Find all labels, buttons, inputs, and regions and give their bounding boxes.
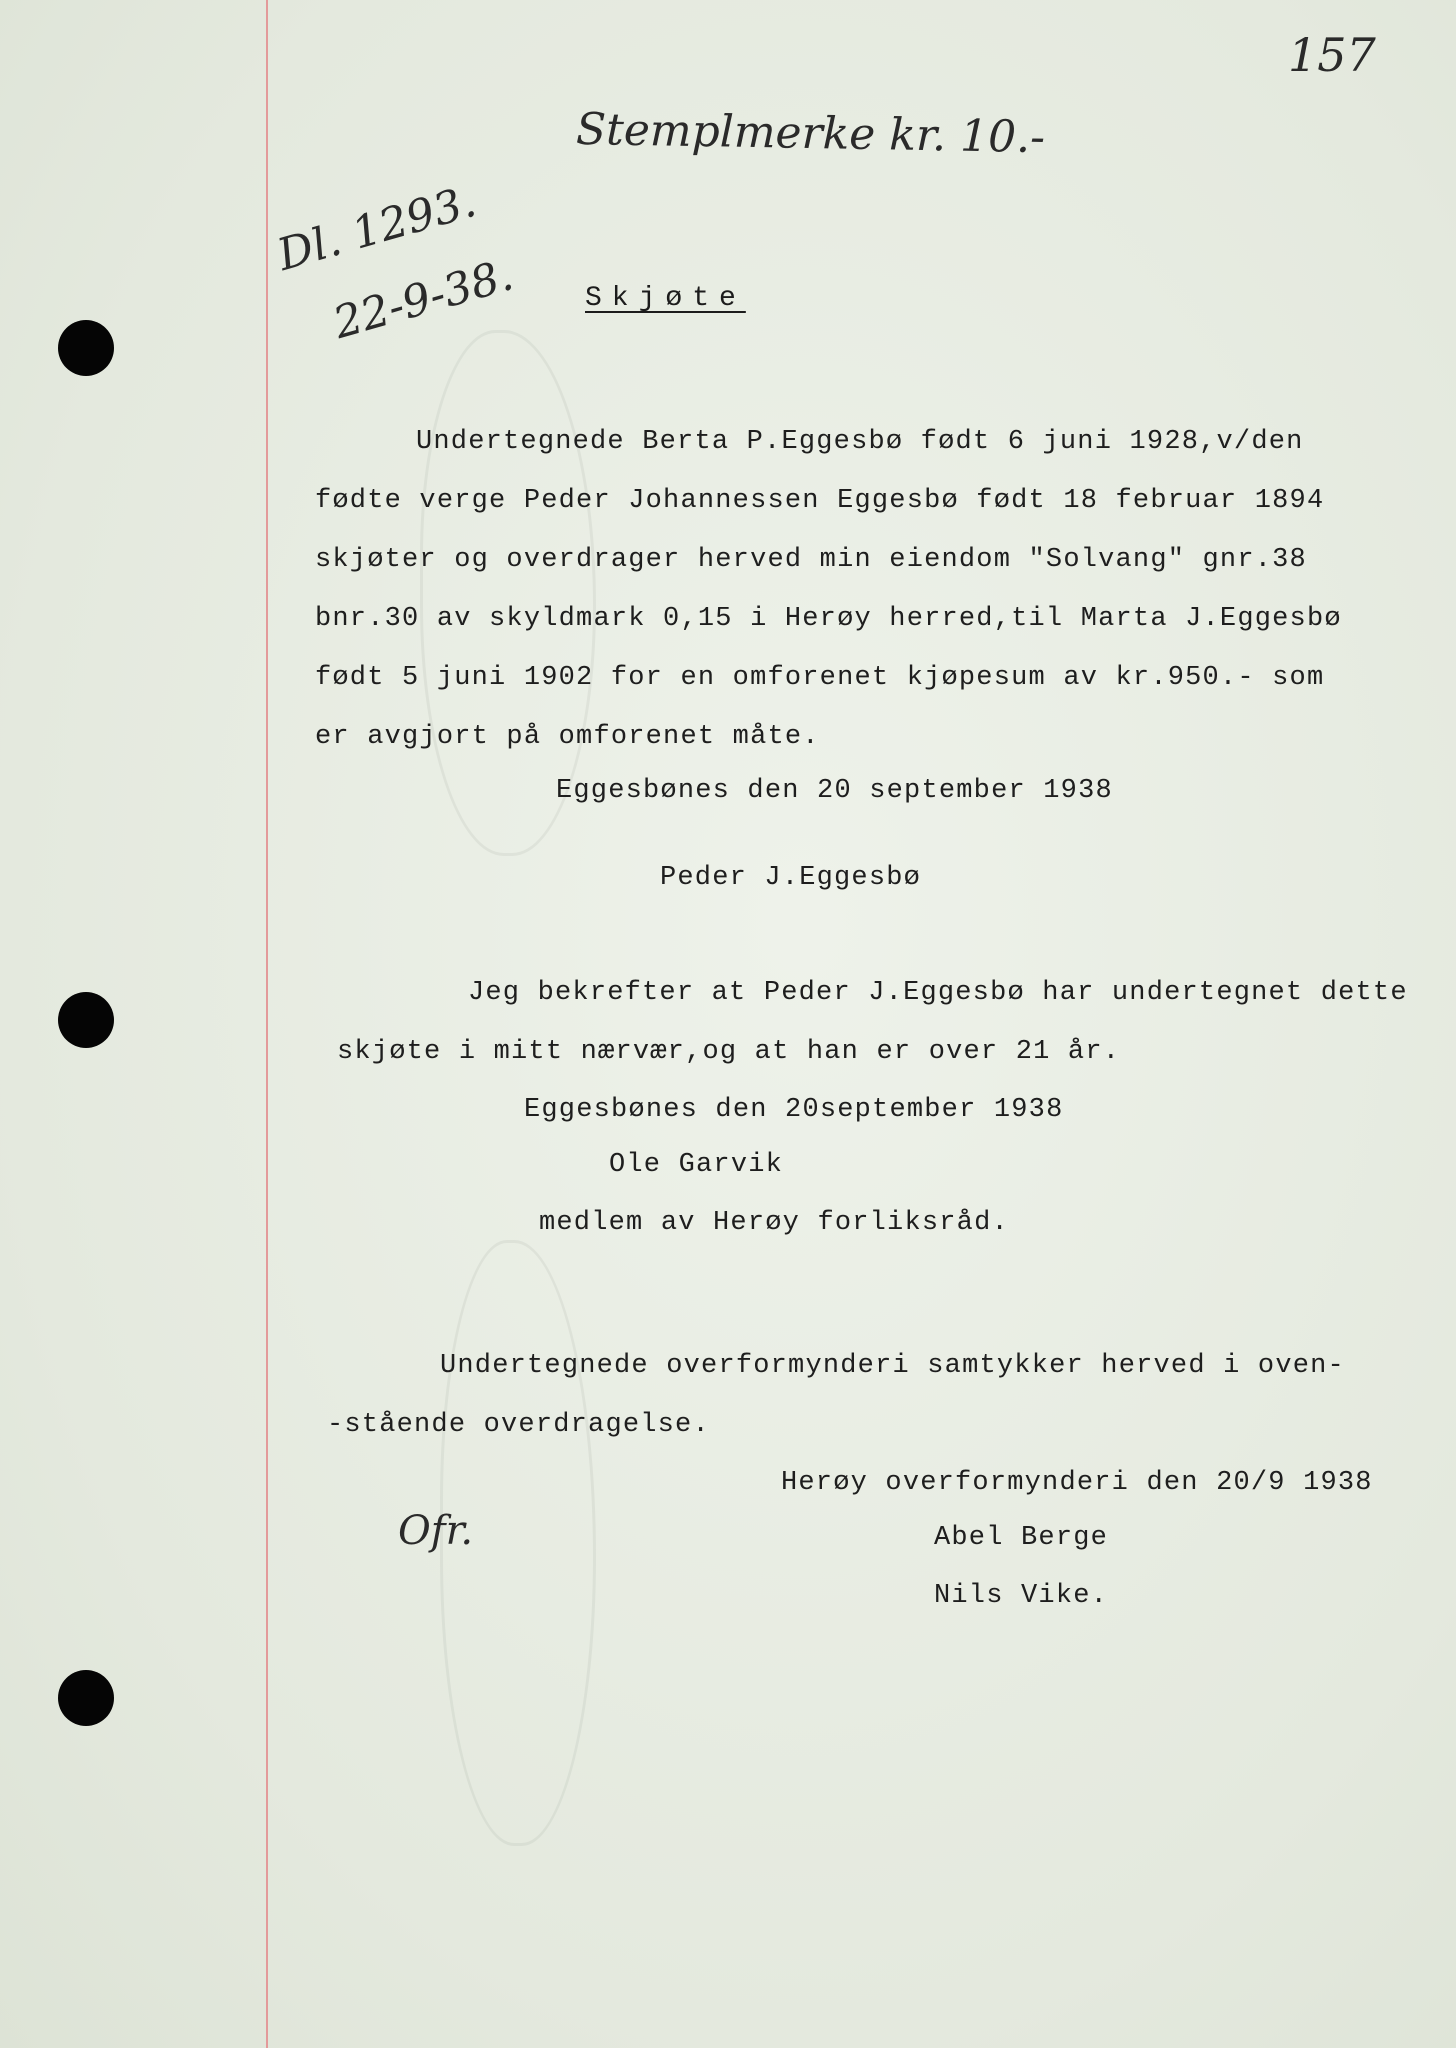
paragraph1-line: bnr.30 av skyldmark 0,15 i Herøy herred,til Marta J.Eggesbø: [315, 604, 1342, 634]
punch-hole: [58, 320, 114, 376]
document-title: Skjøte: [585, 283, 746, 314]
signature-abel-berge: Abel Berge: [934, 1523, 1109, 1553]
paragraph3-line: Undertegnede overformynderi samtykker herved i oven-: [440, 1351, 1345, 1381]
signature-1: Peder J.Eggesbø: [660, 863, 922, 893]
paragraph1-line: fødte verge Peder Johannessen Eggesbø født 18 februar 1894: [315, 486, 1325, 516]
registration-date: 22-9-38.: [328, 249, 519, 350]
page-number: 157: [1288, 28, 1376, 82]
paragraph1-line: skjøter og overdrager herved min eiendom "Solvang" gnr.38: [315, 545, 1307, 575]
place-date-3: Herøy overformynderi den 20/9 1938: [781, 1468, 1373, 1498]
paragraph2-line: Jeg bekrefter at Peder J.Eggesbø har undertegnet dette: [468, 978, 1408, 1008]
signature-nils-vike: Nils Vike.: [934, 1581, 1109, 1611]
punch-hole: [58, 992, 114, 1048]
paragraph3-line: -stående overdragelse.: [327, 1410, 710, 1440]
paragraph1-line: Undertegnede Berta P.Eggesbø født 6 juni 1928,v/den: [416, 427, 1304, 457]
place-date-2: Eggesbønes den 20september 1938: [524, 1095, 1064, 1125]
place-date-1: Eggesbønes den 20 september 1938: [556, 776, 1113, 806]
paragraph1-line: er avgjort på omforenet måte.: [315, 722, 820, 752]
paragraph2-line: skjøte i mitt nærvær,og at han er over 21 år.: [337, 1037, 1121, 1067]
paragraph1-line: født 5 juni 1902 for en omforenet kjøpesum av kr.950.- som: [315, 663, 1325, 693]
margin-rule: [266, 0, 268, 2048]
handwritten-initials: Ofr.: [398, 1508, 474, 1554]
witness-name: Ole Garvik: [609, 1150, 784, 1180]
registration-number: Dl. 1293.: [272, 175, 482, 282]
punch-hole: [58, 1670, 114, 1726]
stamp-duty-note: Stemplmerke kr. 10.-: [575, 103, 1046, 164]
witness-title: medlem av Herøy forliksråd.: [539, 1208, 1009, 1238]
